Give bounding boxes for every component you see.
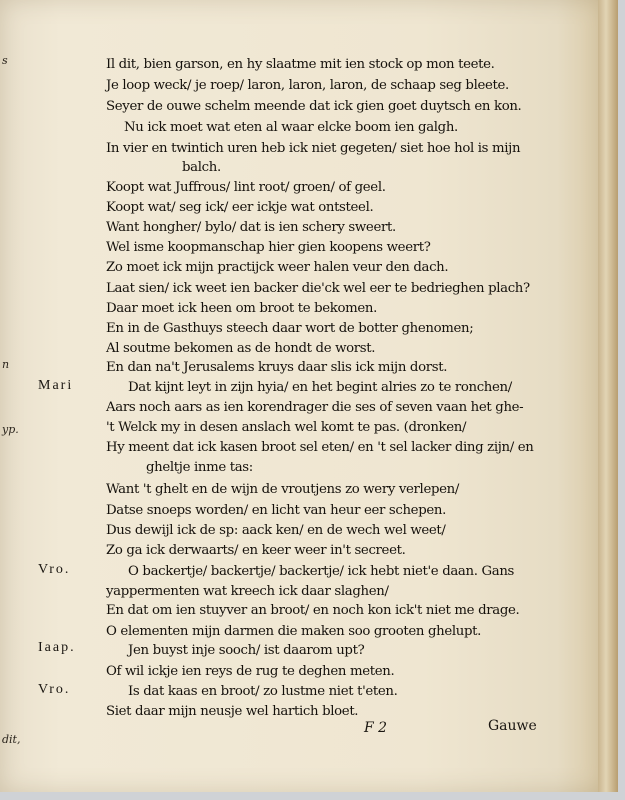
gutter-fragment: dit,	[2, 733, 21, 746]
text-line: Daar moet ick heen om broot te bekomen.	[106, 301, 378, 316]
gutter-fragment: n	[2, 358, 10, 371]
text-line: Jen buyst inje sooch/ ist daarom upt?	[128, 643, 365, 658]
text-line: Laat sien/ ick weet ien backer die'ck wel eer te bedrieghen plach?	[106, 281, 530, 296]
text-line: In vier en twintich uren heb ick niet gegeten/ siet hoe hol is mijn	[106, 141, 521, 156]
text-line: En in de Gasthuys steech daar wort de botter ghenomen;	[106, 321, 474, 336]
text-line: gheltje inme tas:	[146, 460, 253, 475]
text-line: yappermenten wat kreech ick daar slaghen/	[106, 584, 389, 599]
page-edge	[598, 0, 618, 792]
speaker-vro: Vro.	[38, 562, 71, 577]
text-line: Zo ga ick derwaarts/ en keer weer in't secreet.	[106, 543, 406, 558]
gutter-fragment: s	[2, 54, 8, 67]
text-line: Want hongher/ bylo/ dat is ien schery sweert.	[106, 220, 396, 235]
text-line: Dus dewijl ick de sp: aack ken/ en de wech wel weet/	[106, 523, 446, 538]
text-line: Of wil ickje ien reys de rug te deghen meten.	[106, 664, 395, 679]
text-line: Koopt wat/ seg ick/ eer ickje wat ontsteel.	[106, 200, 374, 215]
text-line: En dan na't Jerusalems kruys daar slis ick mijn dorst.	[106, 360, 448, 375]
speaker-iaap: Iaap.	[38, 640, 76, 655]
text-line: Al soutme bekomen as de hondt de worst.	[106, 341, 376, 356]
text-line: Il dit, bien garson, en hy slaatme mit ien stock op mon teete.	[106, 57, 495, 72]
text-line: Dat kijnt leyt in zijn hyia/ en het begint alries zo te ronchen/	[128, 380, 512, 395]
text-line: Aars noch aars as ien korendrager die ses of seven vaan het ghe-	[106, 400, 524, 415]
text-line: O elementen mijn darmen die maken soo grooten ghelupt.	[106, 624, 482, 639]
text-line: En dat om ien stuyver an broot/ en noch kon ick't niet me drage.	[106, 603, 520, 618]
text-line: Datse snoeps worden/ en licht van heur eer schepen.	[106, 503, 446, 518]
gutter-fragment: yp.	[2, 423, 19, 436]
text-line: Want 't ghelt en de wijn de vroutjens zo wery verlepen/	[106, 482, 459, 497]
text-line: 't Welck my in desen anslach wel komt te pas. (dronken/	[106, 420, 467, 435]
catchword: Gauwe	[488, 718, 537, 734]
speaker-mari: Mari	[38, 378, 74, 393]
text-line: Koopt wat Juffrous/ lint root/ groen/ of geel.	[106, 180, 386, 195]
speaker-vro: Vro.	[38, 682, 71, 697]
text-line: Seyer de ouwe schelm meende dat ick gien goet duytsch en kon.	[106, 99, 522, 114]
text-line: Je loop weck/ je roep/ laron, laron, laron, de schaap seg bleete.	[106, 78, 509, 93]
signature-mark: F 2	[364, 720, 388, 736]
text-line: balch.	[182, 160, 221, 175]
text-line: Hy meent dat ick kasen broot sel eten/ en 't sel lacker ding zijn/ en	[106, 440, 534, 455]
text-line: Zo moet ick mijn practijck weer halen veur den dach.	[106, 260, 449, 275]
text-line: Wel isme koopmanschap hier gien koopens weert?	[106, 240, 431, 255]
text-line: Siet daar mijn neusje wel hartich bloet.	[106, 704, 359, 719]
text-line: Is dat kaas en broot/ zo lustme niet t'eten.	[128, 684, 398, 699]
text-line: O backertje/ backertje/ backertje/ ick hebt niet'e daan. Gans	[128, 564, 515, 579]
text-line: Nu ick moet wat eten al waar elcke boom ien galgh.	[124, 120, 458, 135]
